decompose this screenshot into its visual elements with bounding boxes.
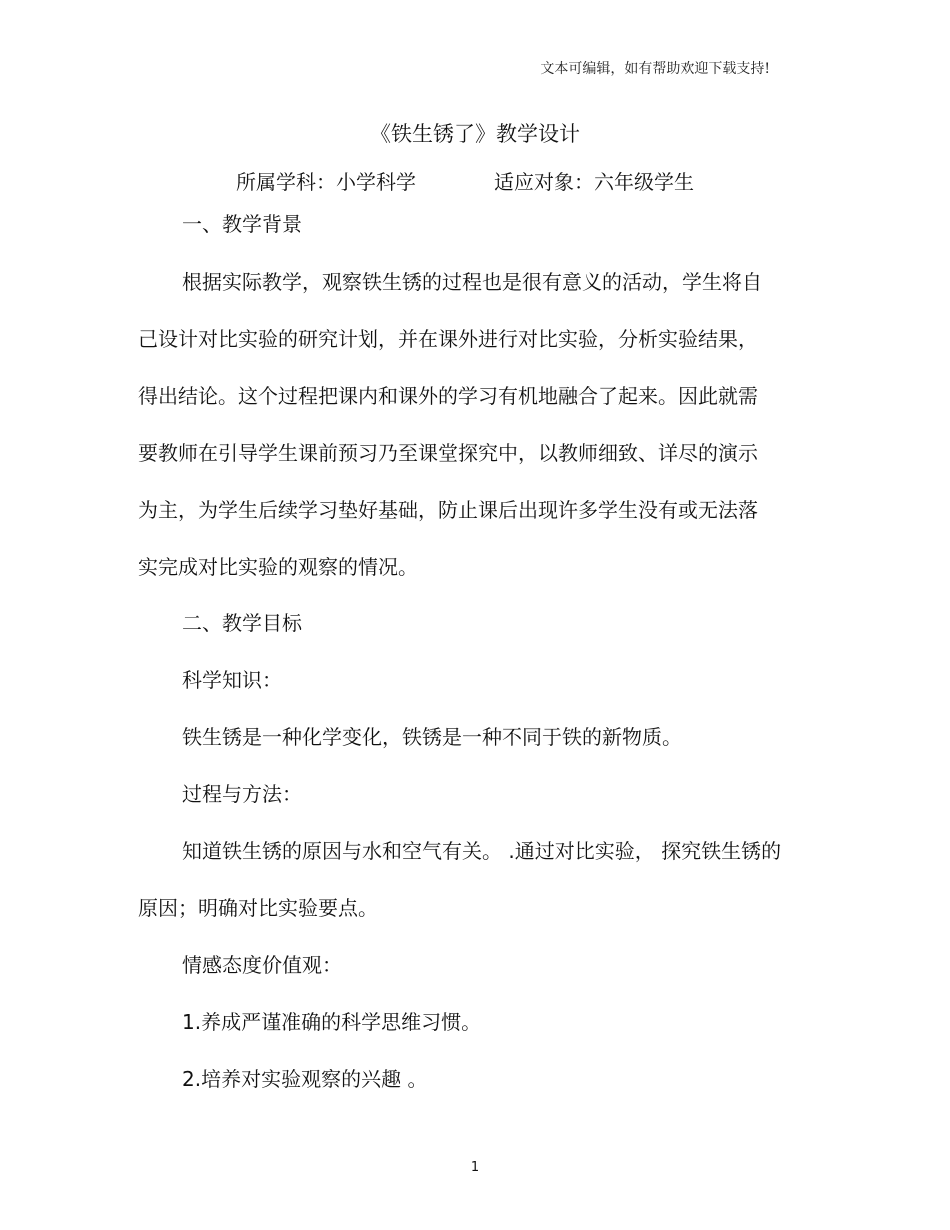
paragraph-line: 己设计对比实验的研究计划，并在课外进行对比实验，分析实验结果，	[138, 327, 758, 351]
document-title: 《铁生锈了》教学设计	[370, 122, 580, 146]
paragraph-line: 铁生锈是一种化学变化，铁锈是一种不同于铁的新物质。	[182, 725, 682, 749]
section-heading-goals: 二、教学目标	[182, 611, 302, 635]
page-number: 1	[470, 1160, 480, 1175]
paragraph-line: 得出结论。这个过程把课内和课外的学习有机地融合了起来。因此就需	[138, 384, 758, 408]
subheading-values: 情感态度价值观：	[182, 953, 342, 977]
subheading-knowledge: 科学知识：	[182, 668, 282, 692]
paragraph-line: 根据实际教学，观察铁生锈的过程也是很有意义的活动，学生将自	[182, 270, 762, 294]
subject-label: 所属学科：小学科学	[236, 170, 416, 194]
header-note: 文本可编辑，如有帮助欢迎下载支持!	[540, 61, 770, 77]
list-item: 1.养成严谨准确的科学思维习惯。	[182, 1010, 482, 1034]
meta-line	[236, 166, 694, 195]
paragraph-line: 实完成对比实验的观察的情况。	[138, 555, 418, 579]
paragraph-line: 原因；明确对比实验要点。	[138, 896, 378, 920]
paragraph-line: 要教师在引导学生课前预习乃至课堂探究中，以教师细致、详尽的演示	[138, 441, 758, 465]
section-heading-background: 一、教学背景	[182, 212, 302, 236]
audience-label: 适应对象：六年级学生	[494, 170, 694, 194]
list-item: 2.培养对实验观察的兴趣 。	[182, 1067, 428, 1091]
paragraph-line: 为主，为学生后续学习垫好基础，防止课后出现许多学生没有或无法落	[138, 498, 758, 522]
subheading-process: 过程与方法：	[182, 782, 302, 806]
paragraph-line: 知道铁生锈的原因与水和空气有关。 .通过对比实验， 探究铁生锈的	[182, 839, 782, 863]
